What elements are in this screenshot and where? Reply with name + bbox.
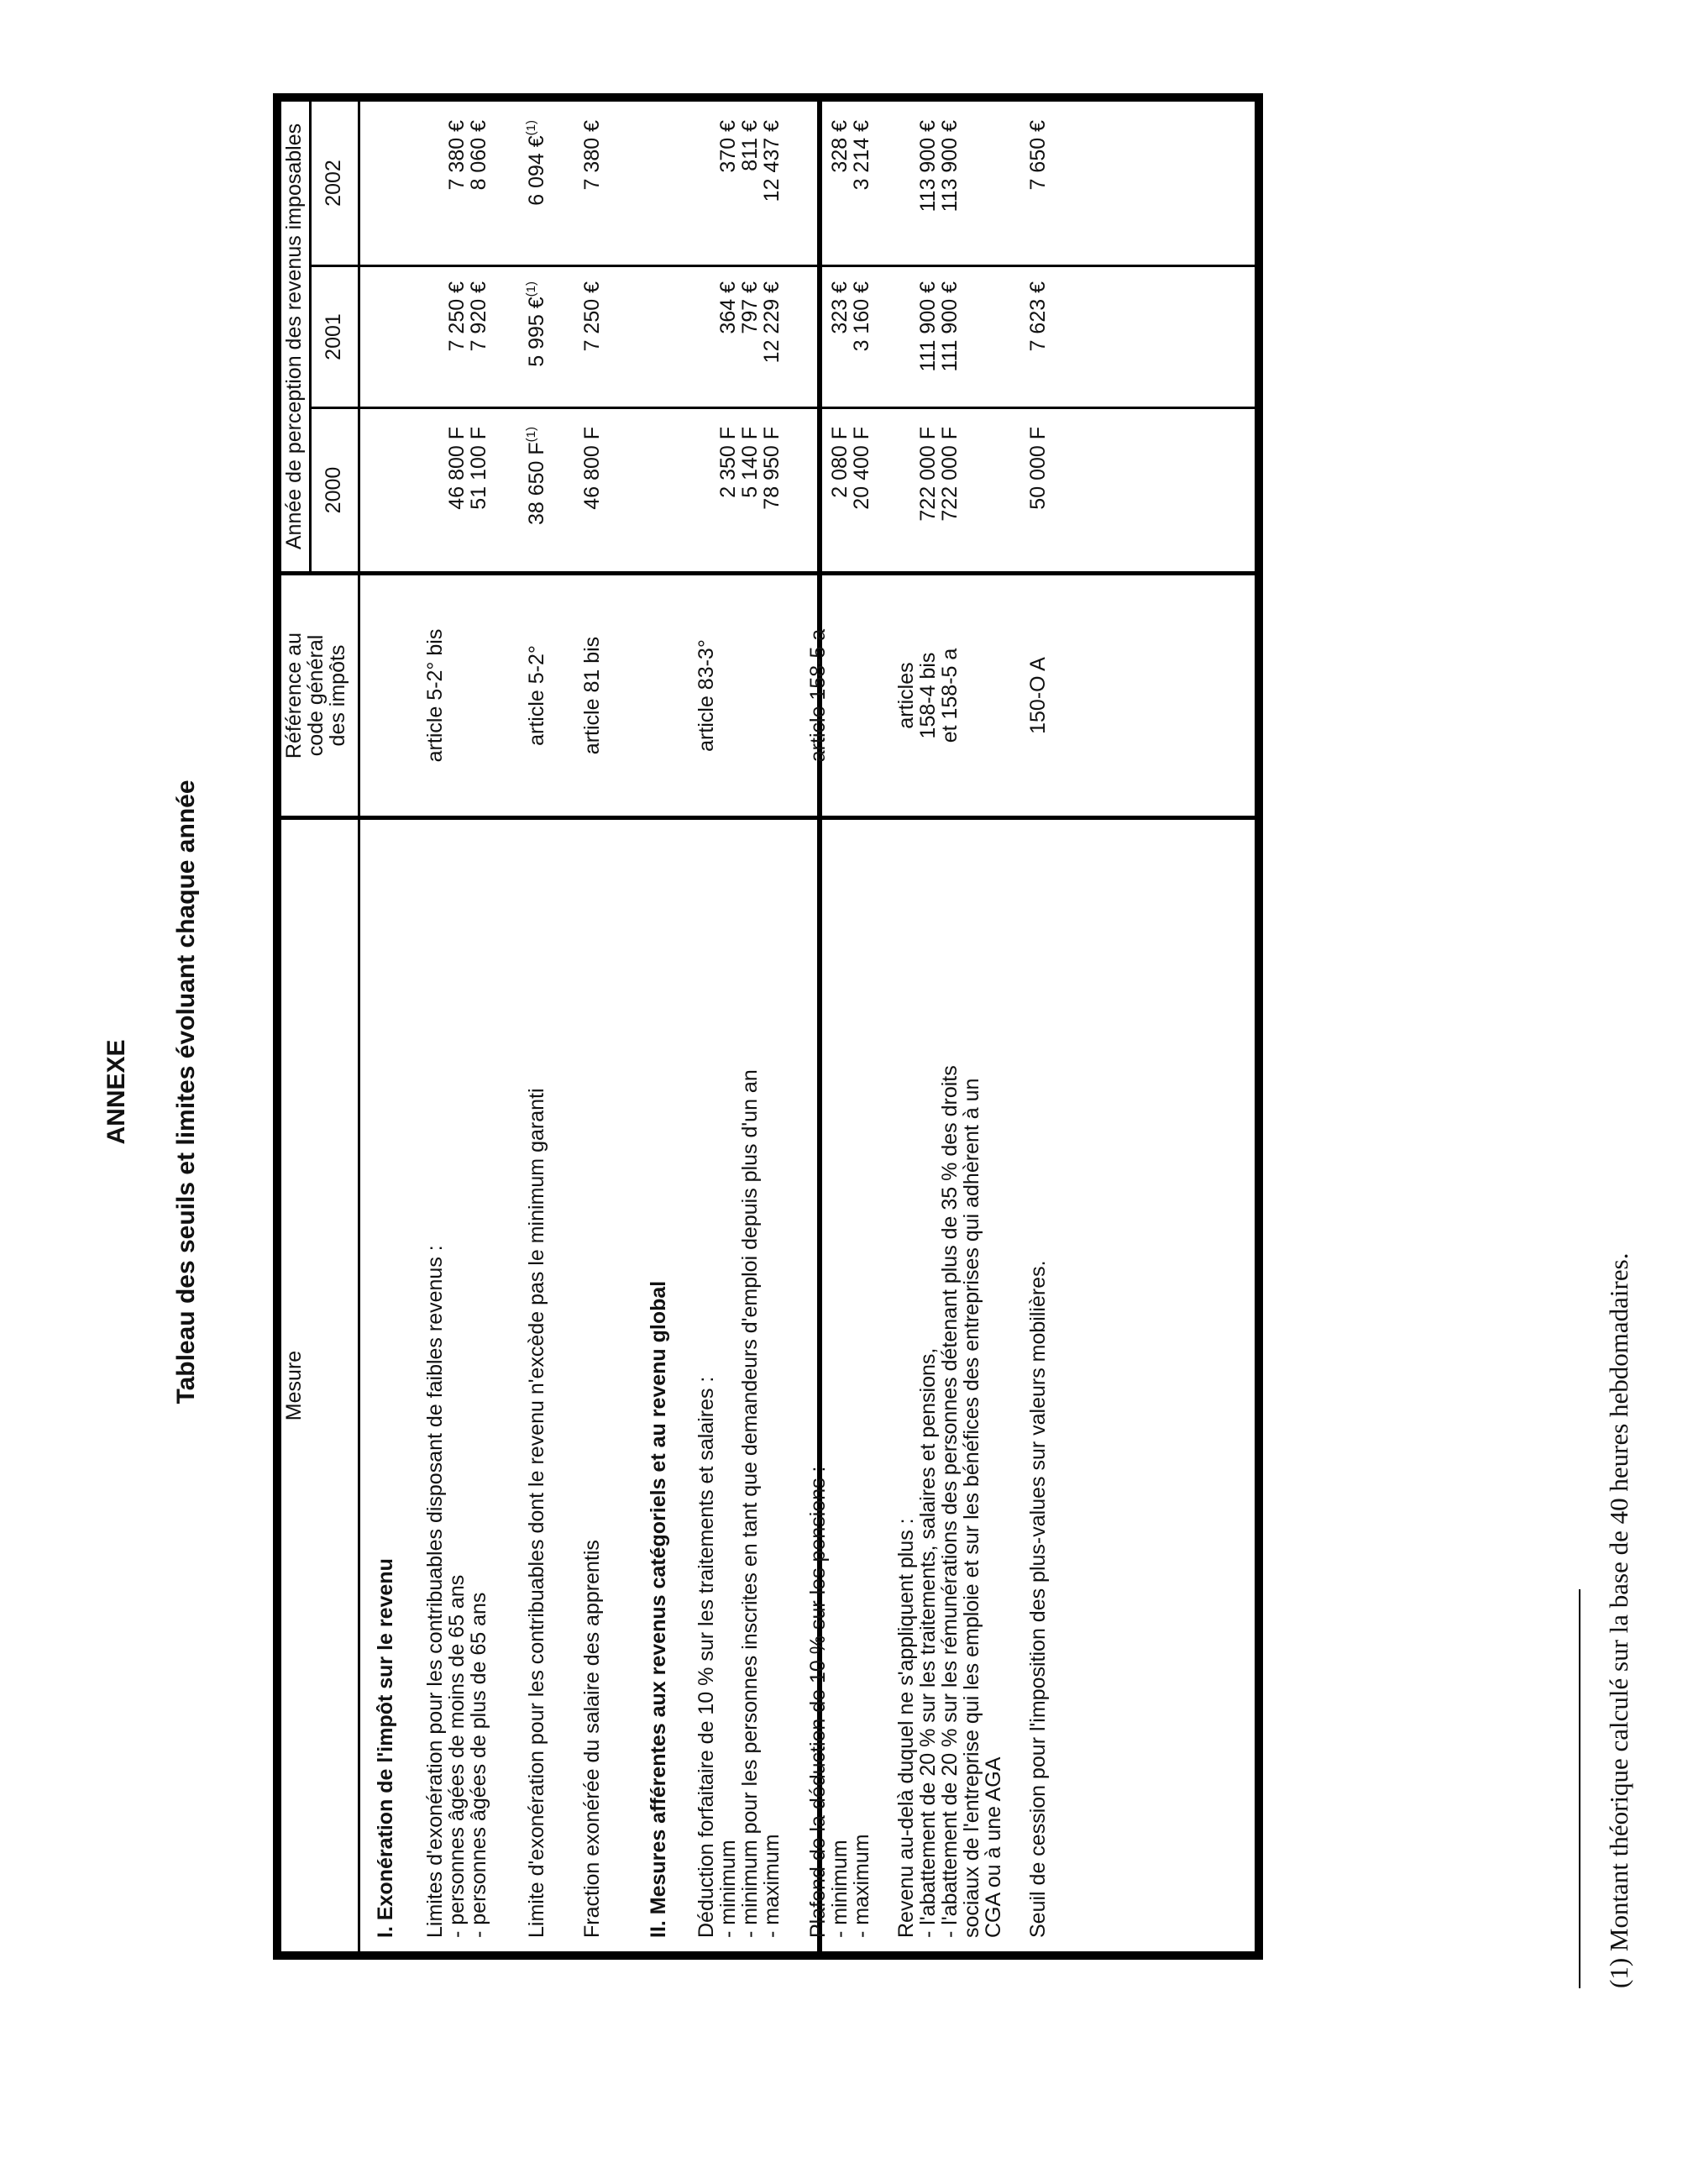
value-2001: 323 € 3 160 €	[828, 281, 873, 352]
row-reference: article 5-2° bis	[423, 628, 447, 763]
row-label: Revenu au-delà duquel ne s'appliquent plus : - l'abattement de 20 % sur les traitements, salaires et pensions, - l'abattement de 20 % sur les rémunérations des personnes détenant plus de 35 % des droits sociaux de l'entreprise qui les emploie et sur les bénéfices des entreprises qui adhèrent à un CGA ou à une AGA	[894, 1065, 1005, 1938]
value-2000: 38 650 $F^{(1)}$	[524, 427, 548, 526]
value-2002: 370 € 811 € 12 437 €	[716, 120, 784, 202]
section-title: I. Exonération de l'impôt sur le revenu	[374, 1558, 397, 1938]
value-2001: 7 623 €	[1026, 281, 1050, 352]
value-2002: 328 € 3 214 €	[828, 120, 873, 191]
value-2001: 364 € 797 € 12 229 €	[716, 281, 784, 364]
year-group-rule	[309, 102, 312, 575]
footnote-text: Montant théorique calculé sur la base de 40 heures hebdomadaires.	[1604, 1252, 1633, 1958]
header-mesure: Mesure	[282, 1350, 306, 1421]
value-2000: 50 000 F	[1026, 427, 1050, 510]
row-reference: article 81 bis	[580, 636, 604, 755]
header-reference: Référence au code général des impôts	[282, 632, 349, 759]
row-label: Plafond de la déduction de 10 % sur les pensions : - minimum - maximum	[806, 1466, 873, 1938]
row-label: Fraction exonérée du salaire des apprentis	[580, 1540, 604, 1938]
value-2001: 7 250 €	[580, 281, 604, 352]
value-2000: 2 080 F 20 400 F	[828, 427, 873, 510]
value-2001: 7 250 € 7 920 €	[445, 281, 490, 352]
row-label: Seuil de cession pour l'imposition des plus-values sur valeurs mobilières.	[1026, 1260, 1050, 1938]
header-bottom-rule	[358, 102, 360, 1951]
row-label: Limites d'exonération pour les contribuables disposant de faibles revenus : - personnes âgées de moins de 65 ans - personnes âgées de plus de 65 ans	[423, 1245, 490, 1938]
col-rule-ref	[281, 816, 1255, 820]
footnote-rule	[1579, 1589, 1580, 1988]
thresholds-table	[273, 93, 1263, 1960]
value-2002: 7 380 €	[580, 120, 604, 191]
annexe-heading: ANNEXE	[102, 1039, 130, 1145]
footnote	[1604, 1253, 1634, 1988]
header-2002: 2002	[322, 160, 345, 207]
row-reference: articles 158-4 bis et 158-5 a	[894, 648, 962, 743]
footnote-ref: (1)	[524, 120, 538, 136]
row-reference: article 158-5 a	[806, 628, 830, 763]
footnote-ref: (1)	[524, 281, 538, 297]
header-year-group: Année de perception des revenus imposables	[282, 123, 306, 550]
value-2002: 7 380 € 8 060 €	[445, 120, 490, 191]
value-2000: 2 350 F 5 140 F 78 950 F	[716, 427, 784, 510]
value-2000: 722 000 F 722 000 F	[916, 427, 962, 522]
value-2001: 5 995 €$^{(1)}$	[524, 281, 548, 367]
value-2000: 46 800 F	[580, 427, 604, 510]
value-2001: 111 900 € 111 900 €	[916, 281, 962, 372]
section-title: II. Mesures afférentes aux revenus catégoriels et au revenu global	[647, 1280, 670, 1938]
header-2001: 2001	[322, 313, 345, 360]
footnote-marker: (1)	[1604, 1957, 1633, 1988]
header-2000: 2000	[322, 466, 345, 514]
col-rule-2001	[309, 407, 1255, 409]
row-label: Déduction forfaitaire de 10 % sur les traitements et salaires : - minimum - minimum pour les personnes inscrites en tant que demandeurs d'emploi depuis plus d'un an - maximum	[694, 1069, 784, 1938]
value-2002: 6 094 €$^{(1)}$	[524, 120, 548, 206]
footnote-ref: (1)	[524, 427, 538, 443]
row-reference: article 83-3°	[694, 639, 718, 752]
row-reference: 150-O A	[1026, 657, 1050, 734]
value-2000: 46 800 F 51 100 F	[445, 427, 490, 510]
row-label: Limite d'exonération pour les contribuables dont le revenu n'excède pas le minimum garanti	[525, 1088, 548, 1938]
col-rule-2002	[309, 265, 1255, 267]
row-reference: article 5-2°	[525, 645, 548, 746]
value-2002: 7 650 €	[1026, 120, 1050, 191]
value-2002: 113 900 € 113 900 €	[916, 120, 962, 213]
table-title: Tableau des seuils et limites évoluant chaque année	[172, 780, 200, 1404]
